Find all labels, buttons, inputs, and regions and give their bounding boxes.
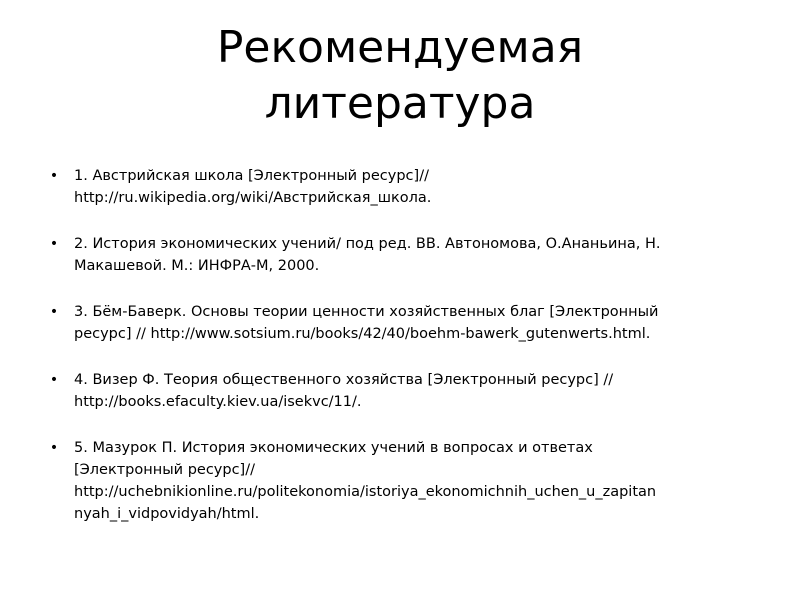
reference-2-line-1: 2. История экономических учений/ под ред. ВВ. Автономова, О.Ананьина, Н. (74, 236, 661, 252)
reference-3-line-2: ресурс] // http://www.sotsium.ru/books/42/40/boehm-bawerk_gutenwerts.html. (74, 326, 651, 342)
slide-title (40, 20, 760, 132)
slide-title-line-1: Рекомендуемая (216, 22, 584, 73)
reference-4-line-2: http://books.efaculty.kiev.ua/isekvc/11/. (74, 394, 362, 410)
bullet-icon: • (49, 304, 59, 320)
reference-5-line-1: 5. Мазурок П. История экономических учений в вопросах и ответах (74, 440, 593, 456)
reference-2-line-2: Макашевой. М.: ИНФРА-М, 2000. (74, 258, 320, 274)
reference-item-5 (40, 437, 760, 525)
reference-3-line-1: 3. Бём-Баверк. Основы теории ценности хозяйственных благ [Электронный (74, 304, 659, 320)
reference-item-4 (40, 369, 760, 413)
bullet-icon: • (49, 236, 59, 252)
reference-item-2 (40, 233, 760, 277)
bullet-icon: • (49, 440, 59, 456)
bullet-icon: • (49, 168, 59, 184)
reference-1-line-1: 1. Австрийская школа [Электронный ресурс]// (74, 168, 429, 184)
reference-1-line-2: http://ru.wikipedia.org/wiki/Австрийская_школа. (74, 190, 432, 206)
bullet-icon: • (49, 372, 59, 388)
reference-4-line-1: 4. Визер Ф. Теория общественного хозяйства [Электронный ресурс] // (74, 372, 614, 388)
reference-5-line-3: http://uchebnikionline.ru/politekonomia/istoriya_ekonomichnih_uchen_u_zapitan (74, 484, 657, 500)
reference-list (40, 165, 760, 549)
reference-item-3 (40, 301, 760, 345)
reference-item-1 (40, 165, 760, 209)
slide-title-line-2: литература (264, 78, 536, 129)
reference-5-line-4: nyah_i_vidpovidyah/html. (74, 506, 260, 522)
reference-5-line-2: [Электронный ресурс]// (74, 462, 255, 478)
